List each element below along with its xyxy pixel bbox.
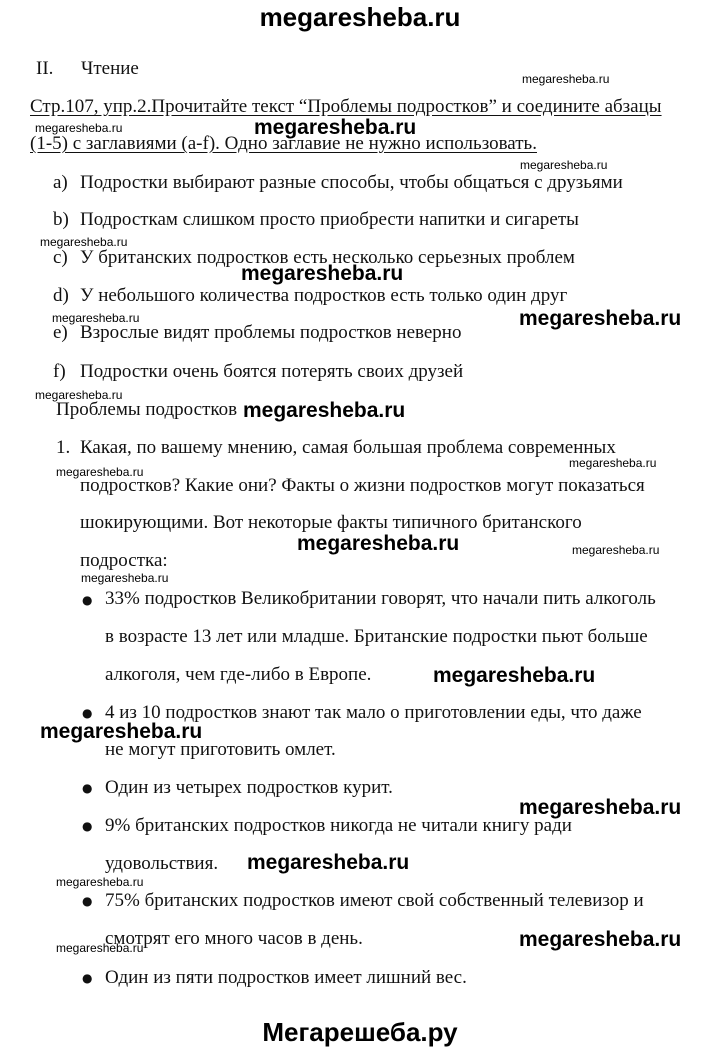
fact-line: в возрасте 13 лет или младше. Британские подростки пьют больше — [105, 626, 648, 647]
paragraph-line: подростков? Какие они? Факты о жизни подростков могут показаться — [80, 475, 645, 496]
fact-line: 33% подростков Великобритании говорят, что начали пить алкоголь — [105, 588, 656, 609]
paragraph-line: Какая, по вашему мнению, самая большая проблема современных — [80, 437, 616, 458]
watermark-text: megaresheba.ru — [519, 928, 682, 951]
fact-line: Один из четырех подростков курит. — [105, 777, 393, 798]
heading-letter: d) — [53, 285, 69, 306]
fact-line: Один из пяти подростков имеет лишний вес. — [105, 967, 467, 988]
watermark-text: megaresheba.ru — [40, 720, 203, 743]
watermark-text: megaresheba.ru — [81, 571, 169, 585]
watermark-text: megaresheba.ru — [297, 532, 460, 555]
bullet-icon: ● — [82, 819, 93, 833]
heading-text: У британских подростков есть несколько серьезных проблем — [80, 247, 575, 268]
section-title: Чтение — [81, 58, 139, 79]
bullet-icon: ● — [82, 971, 93, 985]
heading-letter: e) — [53, 322, 68, 343]
watermark-text: megaresheba.ru — [35, 121, 123, 135]
heading-letter: c) — [53, 247, 68, 268]
header-site-title: megaresheba.ru — [259, 2, 461, 32]
fact-line: удовольствия. — [105, 853, 219, 874]
watermark-text: megaresheba.ru — [35, 388, 123, 402]
watermark-text: megaresheba.ru — [56, 941, 144, 955]
task-line-1: Стр.107, упр.2.Прочитайте текст “Проблемы подростков” и соедините абзацы — [30, 96, 662, 117]
watermark-text: megaresheba.ru — [241, 262, 404, 285]
watermark-text: megaresheba.ru — [569, 456, 657, 470]
task-line-2: (1-5) с заглавиями (a-f). Одно заглавие не нужно использовать. — [30, 133, 537, 154]
watermark-text: megaresheba.ru — [40, 235, 128, 249]
watermark-text: megaresheba.ru — [572, 543, 660, 557]
fact-line: смотрят его много часов в день. — [105, 928, 363, 949]
fact-line: не могут приготовить омлет. — [105, 739, 336, 760]
section-roman-numeral: II. — [36, 58, 54, 79]
watermark-text: megaresheba.ru — [247, 851, 410, 874]
heading-text: Подростки выбирают разные способы, чтобы общаться с друзьями — [80, 172, 623, 193]
bullet-icon: ● — [82, 593, 93, 607]
fact-line: 75% британских подростков имеют свой собственный телевизор и — [105, 890, 644, 911]
watermark-text: megaresheba.ru — [56, 875, 144, 889]
heading-letter: b) — [53, 209, 69, 230]
fact-line: 4 из 10 подростков знают так мало о приготовлении еды, что даже — [105, 702, 642, 723]
watermark-text: megaresheba.ru — [52, 311, 140, 325]
paragraph-line: шокирующими. Вот некоторые факты типичного британского — [80, 512, 582, 533]
paragraph-number: 1. — [56, 437, 71, 458]
heading-text: Взрослые видят проблемы подростков неверно — [80, 322, 462, 343]
heading-letter: a) — [53, 172, 68, 193]
bullet-icon: ● — [82, 781, 93, 795]
bullet-icon: ● — [82, 706, 93, 720]
watermark-text: megaresheba.ru — [56, 465, 144, 479]
watermark-text: megaresheba.ru — [519, 307, 682, 330]
paragraph-line: подростка: — [80, 550, 168, 571]
fact-line: алкоголя, чем где-либо в Европе. — [105, 664, 372, 685]
watermark-text: megaresheba.ru — [519, 796, 682, 819]
heading-text: У небольшого количества подростков есть только один друг — [80, 285, 568, 306]
watermark-text: megaresheba.ru — [254, 116, 417, 139]
fact-line: 9% британских подростков никогда не читали книгу ради — [105, 815, 572, 836]
watermark-text: megaresheba.ru — [433, 664, 596, 687]
heading-text: Подросткам слишком просто приобрести напитки и сигареты — [80, 209, 579, 230]
watermark-text: megaresheba.ru — [243, 399, 406, 422]
heading-text: Подростки очень боятся потерять своих друзей — [80, 361, 464, 382]
heading-letter: f) — [53, 361, 66, 382]
text-title: Проблемы подростков — [56, 399, 238, 420]
footer-site-title: Мегарешеба.ру — [262, 1017, 458, 1047]
watermark-text: megaresheba.ru — [520, 158, 608, 172]
watermark-text: megaresheba.ru — [522, 72, 610, 86]
bullet-icon: ● — [82, 894, 93, 908]
